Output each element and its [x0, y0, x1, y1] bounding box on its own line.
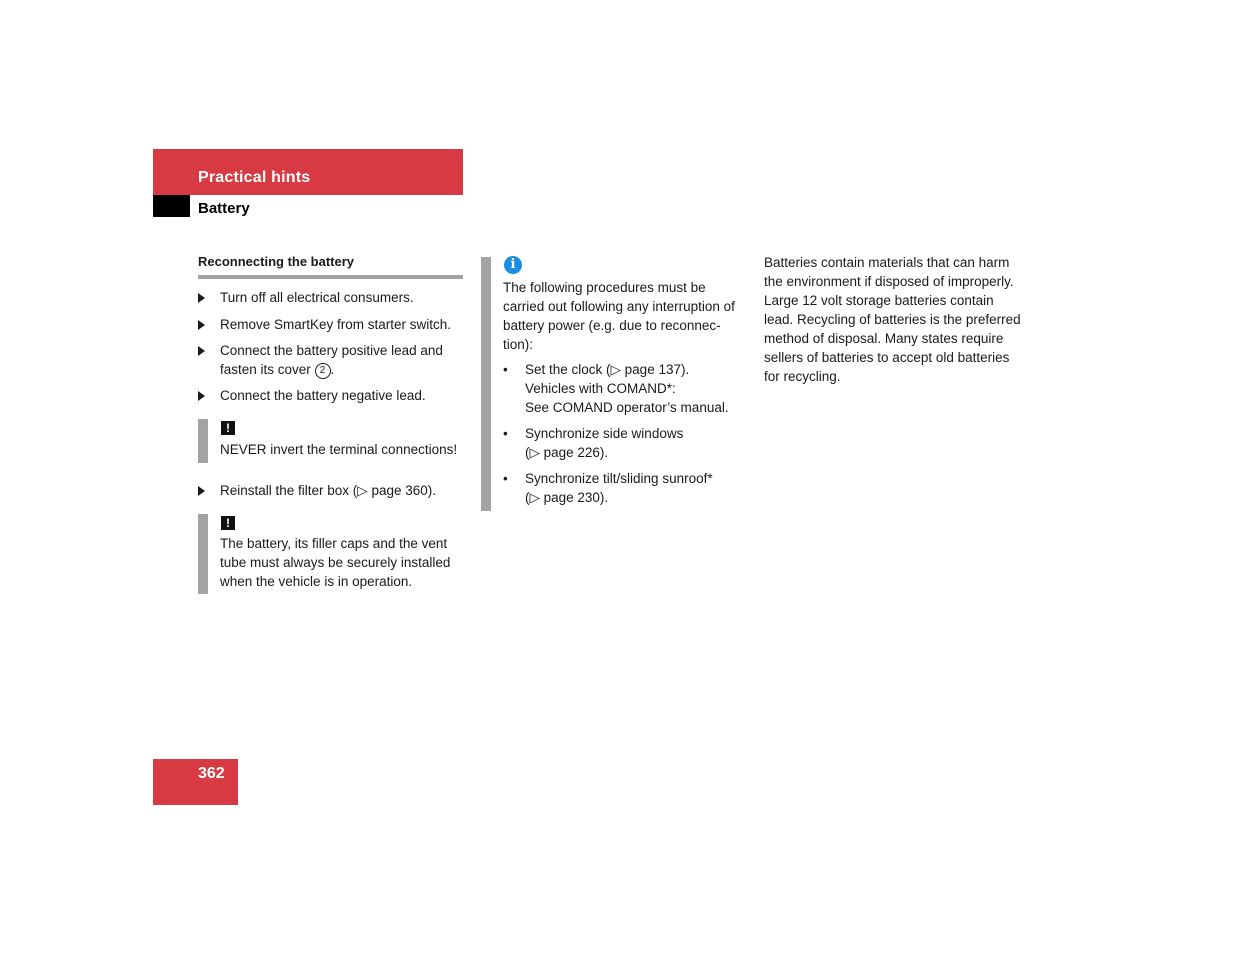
warning-text [220, 534, 470, 591]
bullet-icon: • [503, 471, 508, 486]
environment-note [764, 253, 1034, 386]
section-title: Battery [198, 200, 250, 217]
step-arrow-icon [198, 293, 205, 303]
step-arrow-icon [198, 346, 205, 356]
info-line: carried out following any interruption of [503, 299, 735, 314]
callout-number-icon: 2 [315, 363, 331, 379]
step-line-end: . [330, 362, 335, 377]
warning-bar [198, 419, 208, 463]
info-line: battery power (e.g. due to reconnec- [503, 318, 721, 333]
section-marker [153, 195, 190, 217]
warning-line: when the vehicle is in operation. [220, 574, 413, 589]
step-text: Connect the battery negative lead. [220, 388, 426, 403]
warning-line: tube must always be securely installed [220, 555, 451, 570]
bullet-line: (▷ page 230). [525, 490, 609, 505]
step-arrow-icon [198, 486, 205, 496]
bullet-line: Vehicles with COMAND*: [525, 381, 676, 396]
bullet-icon: • [503, 426, 508, 441]
env-line: lead. Recycling of batteries is the preferred [764, 312, 1021, 327]
step-arrow-icon [198, 320, 205, 330]
env-line: Batteries contain materials that can harm [764, 255, 1010, 270]
info-line: The following procedures must be [503, 280, 706, 295]
bullet-line: See COMAND operator’s manual. [525, 400, 729, 415]
env-line: the environment if disposed of improperly. [764, 274, 1014, 289]
step-line: fasten its cover [220, 362, 315, 377]
warning-note [198, 514, 468, 594]
step-text: Reinstall the filter box (▷ page 360). [220, 483, 436, 498]
bullet-line: Set the clock (▷ page 137). [525, 362, 690, 377]
bullet-icon: • [503, 362, 508, 377]
warning-line: The battery, its filler caps and the vent [220, 536, 448, 551]
info-line: tion): [503, 337, 534, 352]
step-text: Turn off all electrical consumers. [220, 290, 414, 305]
page-number-tab [153, 759, 238, 805]
step-text: Remove SmartKey from starter switch. [220, 317, 452, 332]
exclamation-icon: ! [221, 516, 235, 530]
step-line: Connect the battery positive lead and [220, 343, 443, 358]
page-number: 362 [198, 765, 225, 782]
info-icon: i [504, 256, 522, 274]
env-line: Large 12 volt storage batteries contain [764, 293, 994, 308]
bullet-text [525, 469, 750, 507]
bullet-text [525, 424, 750, 462]
bullet-line: (▷ page 226). [525, 445, 609, 460]
chapter-title: Practical hints [198, 169, 311, 186]
env-line: sellers of batteries to accept old batteries [764, 350, 1010, 365]
step-arrow-icon [198, 391, 205, 401]
warning-bar [198, 514, 208, 594]
warning-text: NEVER invert the terminal connections! [220, 442, 458, 457]
bullet-text [525, 360, 750, 417]
chapter-header-bar [153, 149, 463, 195]
env-line: for recycling. [764, 369, 841, 384]
bullet-line: Synchronize tilt/sliding sunroof* [525, 471, 713, 486]
warning-note [198, 419, 468, 463]
info-bar [481, 257, 491, 511]
exclamation-icon: ! [221, 421, 235, 435]
step-text [220, 341, 470, 379]
env-line: method of disposal. Many states require [764, 331, 1004, 346]
info-intro [503, 278, 748, 354]
subsection-heading: Reconnecting the battery [198, 254, 463, 279]
bullet-line: Synchronize side windows [525, 426, 684, 441]
